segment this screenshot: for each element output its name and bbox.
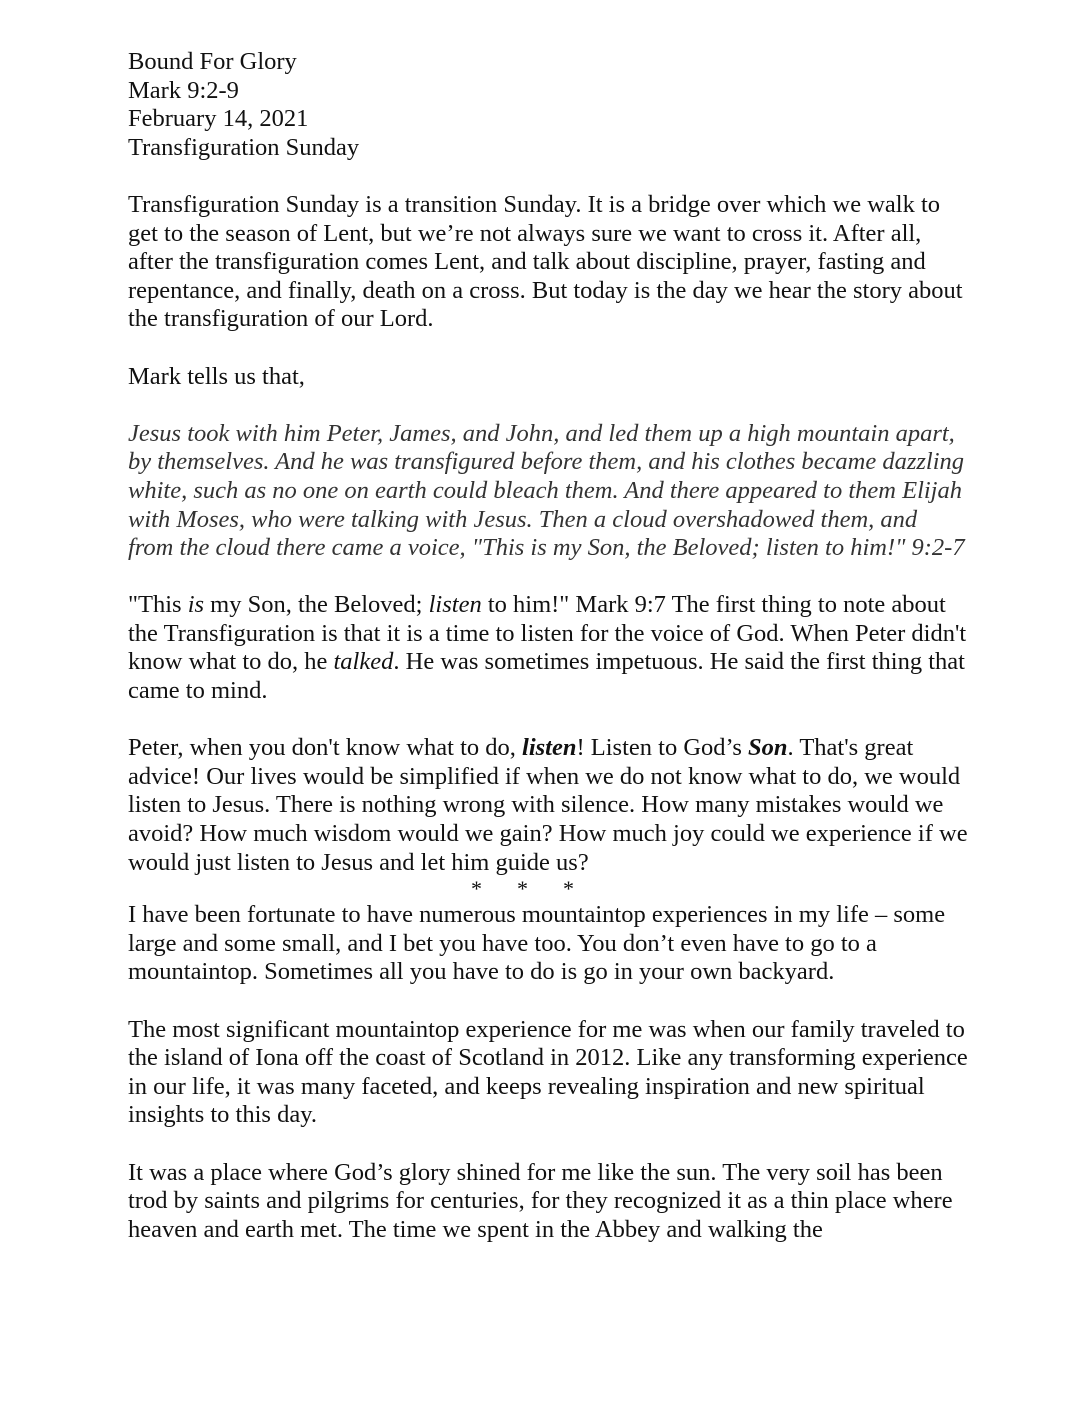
sermon-date: February 14, 2021 [128,105,309,133]
text-span: Peter, when you don't know what to do, [128,734,523,762]
paragraph-iona: The most significant mountaintop experience for me was when our family traveled to the island of Iona off the coast of Scotland in 2012. Like any transforming experience in our life, it was many faceted, and keeps revealing inspiration and new spiritual insights to this day. [128,1015,968,1129]
sermon-occasion: Transfiguration Sunday [128,133,360,161]
text-span: to him!" Mark 9:7 The first thing to note about the Transfiguration is that it is a time to listen for the voice of God. When Peter didn't know what to do, he [128,591,967,676]
document-page [128,48,968,1244]
paragraph-intro: Transfiguration Sunday is a transition Sunday. It is a bridge over which we walk to get to the season of Lent, but we’re not always sure we want to cross it. After all, after the transfiguration comes Lent, and talk about discipline, prayer, fasting and repentance, and finally, death on a cross. But today is the day we hear the story about the transfiguration of our Lord. [128,190,963,333]
section-separator [128,877,968,901]
spacer [128,706,968,735]
spacer [128,987,968,1016]
spacer [128,1130,968,1159]
paragraph-peter [128,734,968,877]
sermon-header [128,48,968,162]
separator-star: * [563,876,574,902]
separator-star: * [471,876,482,902]
paragraph-listen [128,591,968,705]
emphasis-listen-bold: listen [522,734,577,762]
spacer [128,162,968,191]
text-span: ! Listen to God’s [576,734,748,762]
text-span: "This [128,591,188,619]
paragraph-glory: It was a place where God’s glory shined for me like the sun. The very soil has been trod by saints and pilgrims for centuries, for they recognized it as a thin place where heaven and earth met. The time we spent in the Abbey and walking the [128,1158,953,1243]
text-span: . He was sometimes impetuous. He said the first thing that came to mind. [128,648,965,705]
scripture-quote: Jesus took with him Peter, James, and John, and led them up a high mountain apart, by themselves. And he was transfigured before them, and his clothes became dazzling white, such as no one on earth could bleach them. And there appeared to them Elijah with Moses, who were talking with Jesus. Then a cloud overshadowed them, and from the cloud there came a voice, "This is my Son, the Beloved; listen to him!" 9:2-7 [128,419,965,562]
paragraph-mark-tells: Mark tells us that, [128,362,305,390]
scripture-reference: Mark 9:2-9 [128,76,239,104]
spacer [128,334,968,363]
spacer [128,563,968,592]
emphasis-son-bold: Son [748,734,788,762]
emphasis-is: is [187,591,205,619]
spacer [128,391,968,420]
emphasis-listen: listen [428,591,482,619]
emphasis-talked: talked [333,648,394,676]
paragraph-mountaintop: I have been fortunate to have numerous mountaintop experiences in my life – some large and some small, and I bet you have too. You don’t even have to go to a mountaintop. Sometimes all you have to do is go in your own backyard. [128,901,946,986]
text-span: my Son, the Beloved; [204,591,429,619]
sermon-title: Bound For Glory [128,48,297,75]
text-span: . That's great advice! Our lives would be simplified if when we do not know what to do, we would listen to Jesus. There is nothing wrong with silence. How many mistakes would we avoid? How much wisdom would we gain? How much joy could we experience if we would just listen to Jesus and let him guide us? [128,734,968,876]
separator-star: * [517,876,528,902]
